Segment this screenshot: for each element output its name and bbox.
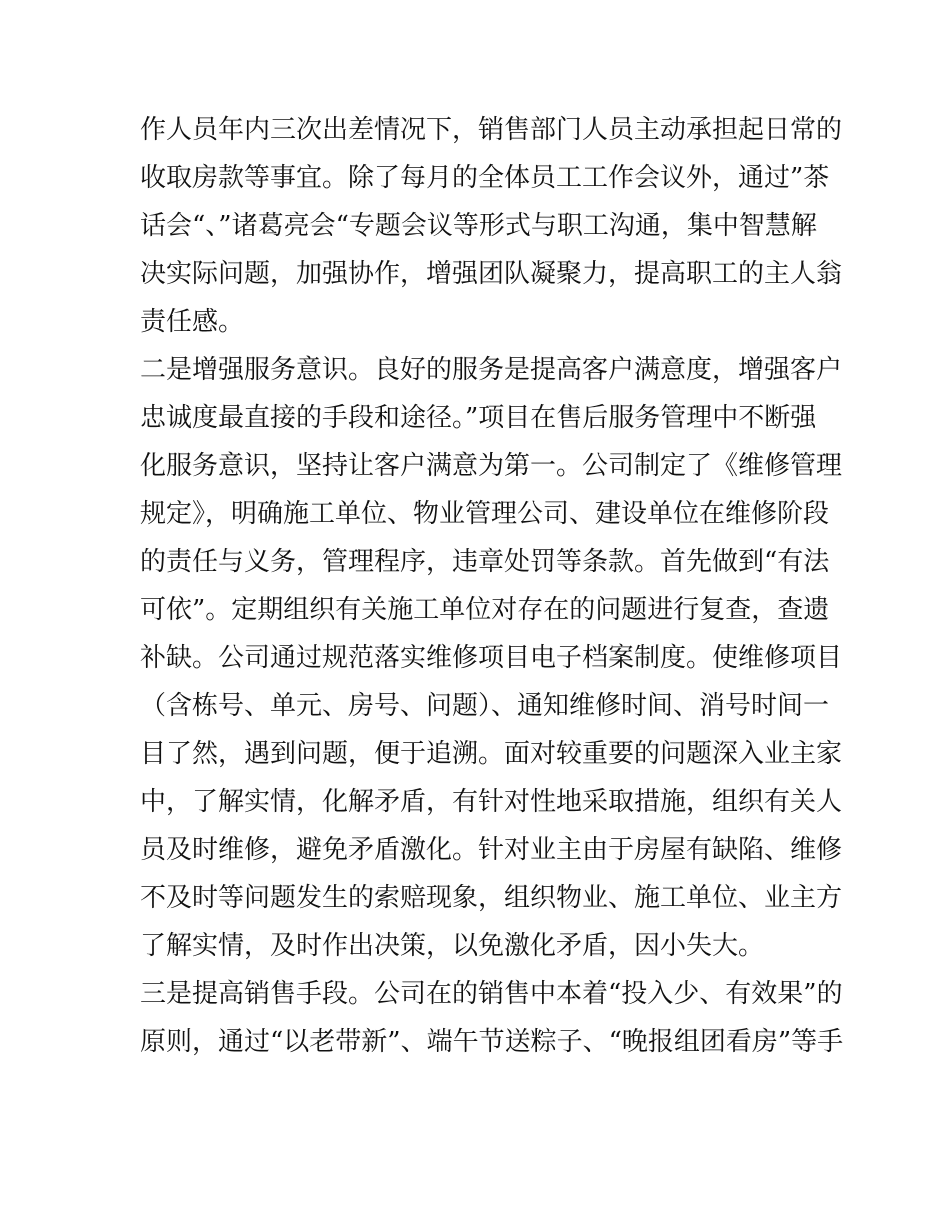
text-line: 不及时等问题发生的索赔现象，组织物业、施工单位、业主方	[140, 883, 843, 913]
text-line: 责任感。	[140, 307, 245, 337]
text-line: 决实际问题，加强协作，增强团队凝聚力，提高职工的主人翁	[140, 259, 843, 289]
text-line: 员及时维修，避免矛盾激化。针对业主由于房屋有缺陷、维修	[140, 835, 843, 865]
text-line: 二是增强服务意识。良好的服务是提高客户满意度，增强客户	[140, 355, 843, 385]
text-line: 补缺。公司通过规范落实维修项目电子档案制度。使维修项目	[140, 643, 843, 673]
text-line: 忠诚度最直接的手段和途径。”项目在售后服务管理中不断强	[140, 403, 817, 433]
text-line: 规定》，明确施工单位、物业管理公司、建设单位在维修阶段	[140, 499, 830, 529]
text-line: 三是提高销售手段。公司在的销售中本着“投入少、有效果”的	[140, 979, 843, 1009]
text-line: （含栋号、单元、房号、问题）、通知维修时间、消号时间一	[140, 691, 830, 721]
text-line: 中，了解实情，化解矛盾，有针对性地采取措施，组织有关人	[140, 787, 843, 817]
text-line: 了解实情，及时作出决策，以免激化矛盾，因小失大。	[140, 931, 765, 961]
text-line: 目了然，遇到问题，便于追溯。面对较重要的问题深入业主家	[140, 739, 843, 769]
body-text	[140, 106, 844, 1066]
text-line: 话会“、”诸葛亮会“专题会议等形式与职工沟通，集中智慧解	[140, 211, 817, 241]
text-line: 可依”。定期组织有关施工单位对存在的问题进行复查，查遗	[140, 595, 830, 625]
text-line: 原则，通过“以老带新”、端午节送粽子、“晚报组团看房”等手	[140, 1027, 844, 1057]
text-line: 收取房款等事宜。除了每月的全体员工工作会议外，通过”茶	[140, 163, 830, 193]
text-line: 化服务意识，坚持让客户满意为第一。公司制定了《维修管理	[140, 451, 843, 481]
text-line: 作人员年内三次出差情况下，销售部门人员主动承担起日常的	[140, 115, 843, 145]
text-line: 的责任与义务，管理程序，违章处罚等条款。首先做到“有法	[140, 547, 830, 577]
